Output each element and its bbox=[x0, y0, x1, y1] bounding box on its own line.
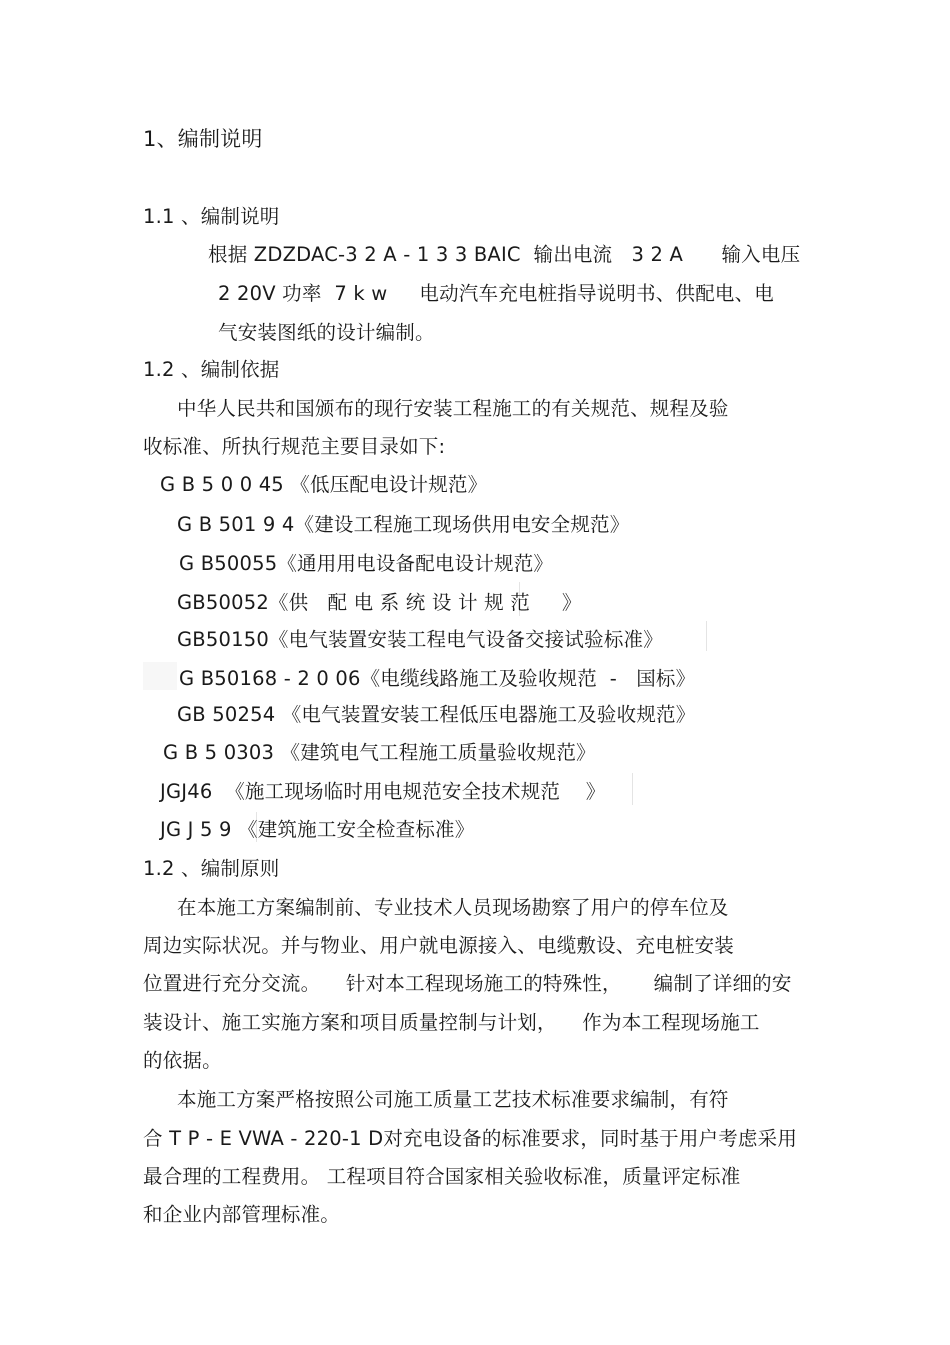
paragraph-line: 2 20V 功率 7 k w 电动汽车充电桩指导说明书、供配电、电 bbox=[218, 282, 774, 305]
scan-artifact bbox=[706, 621, 707, 651]
subsection-heading: 1.2 、编制原则 bbox=[143, 857, 280, 880]
scan-artifact bbox=[632, 773, 633, 805]
standard-item: GB50052《供 配 电 系 统 设 计 规 范 》 bbox=[177, 591, 582, 614]
paragraph-line: 的依据。 bbox=[143, 1049, 222, 1072]
paragraph-line: 最合理的工程费用。 工程项目符合国家相关验收标准，质量评定标准 bbox=[143, 1165, 741, 1188]
paragraph-line: 本施工方案严格按照公司施工质量工艺技术标准要求编制，有符 bbox=[177, 1088, 729, 1111]
standard-item: GB50150《电气装置安装工程电气设备交接试验标准》 bbox=[177, 628, 663, 651]
paragraph-line: 装设计、施工实施方案和项目质量控制与计划， 作为本工程现场施工 bbox=[143, 1011, 760, 1034]
paragraph-line: 中华人民共和国颁布的现行安装工程施工的有关规范、规程及验 bbox=[177, 397, 729, 420]
paragraph-line: 在本施工方案编制前、专业技术人员现场勘察了用户的停车位及 bbox=[177, 896, 729, 919]
paragraph-line: 合 T P - E VWA - 220-1 D对充电设备的标准要求，同时基于用户考虑采用 bbox=[143, 1127, 798, 1150]
section-title: 1、编制说明 bbox=[143, 127, 263, 151]
standard-item: G B 5 0 0 45 《低压配电设计规范》 bbox=[160, 473, 488, 496]
standard-item: G B50055《通用用电设备配电设计规范》 bbox=[179, 552, 554, 575]
standard-item: JGJ46 《施工现场临时用电规范安全技术规范 》 bbox=[160, 780, 606, 803]
paragraph-line: 收标准、所执行规范主要目录如下: bbox=[143, 435, 446, 458]
standard-item: G B 501 9 4《建设工程施工现场供用电安全规范》 bbox=[177, 513, 630, 536]
paragraph-line: 位置进行充分交流。 针对本工程现场施工的特殊性， 编制了详细的安 bbox=[143, 972, 792, 995]
paragraph-line: 根据 ZDZDAC-3 2 A - 1 3 3 BAIC 输出电流 3 2 A 输入电压 bbox=[208, 243, 801, 266]
standard-item: GB 50254 《电气装置安装工程低压电器施工及验收规范》 bbox=[177, 703, 696, 726]
paragraph-line: 气安装图纸的设计编制。 bbox=[218, 321, 435, 344]
paragraph-line: 和企业内部管理标准。 bbox=[143, 1203, 341, 1226]
standard-item: JG J 5 9 《建筑施工安全检查标准》 bbox=[160, 818, 475, 841]
scan-artifact bbox=[143, 662, 177, 690]
paragraph-line: 周边实际状况。并与物业、用户就电源接入、电缆敷设、充电桩安装 bbox=[143, 934, 735, 957]
subsection-heading: 1.2 、编制依据 bbox=[143, 358, 280, 381]
standard-item: G B 5 0303 《建筑电气工程施工质量验收规范》 bbox=[163, 741, 596, 764]
standard-item: G B50168 - 2 0 06《电缆线路施工及验收规范 - 国标》 bbox=[179, 667, 696, 690]
subsection-heading: 1.1 、编制说明 bbox=[143, 205, 280, 228]
